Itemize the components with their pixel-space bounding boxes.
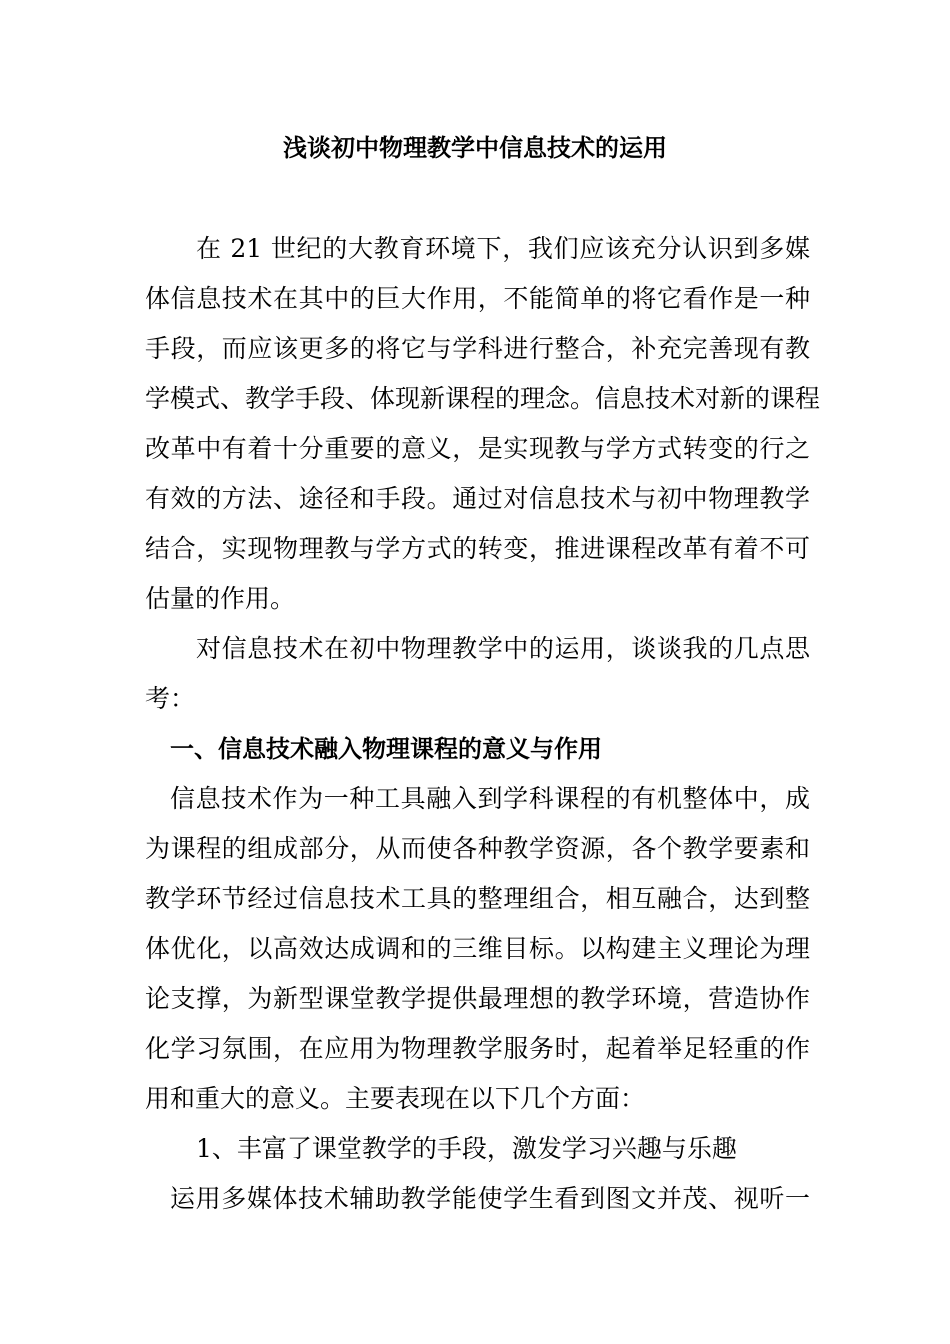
section-heading: 一、信息技术融入物理课程的意义与作用 (170, 734, 602, 763)
paragraph-line: 信息技术作为一种工具融入到学科课程的有机整体中，成 (170, 784, 810, 813)
paragraph-line: 体信息技术在其中的巨大作用，不能简单的将它看作是一种 (145, 284, 810, 313)
paragraph-line: 教学环节经过信息技术工具的整理组合，相互融合，达到整 (145, 884, 810, 913)
paragraph-line: 估量的作用。 (145, 584, 296, 613)
document-title: 浅谈初中物理教学中信息技术的运用 (283, 133, 667, 162)
paragraph-line: 在 21 世纪的大教育环境下，我们应该充分认识到多媒 (196, 234, 810, 263)
paragraph-line: 为课程的组成部分，从而使各种教学资源，各个教学要素和 (145, 834, 810, 863)
paragraph-line: 对信息技术在初中物理教学中的运用，谈谈我的几点思 (196, 634, 810, 663)
paragraph-line: 学模式、教学手段、体现新课程的理念。信息技术对新的课程 (145, 384, 821, 413)
paragraph-line: 体优化，以高效达成调和的三维目标。以构建主义理论为理 (145, 934, 810, 963)
paragraph-line: 用和重大的意义。主要表现在以下几个方面： (145, 1084, 646, 1113)
paragraph-line: 考： (145, 684, 196, 713)
paragraph-line: 改革中有着十分重要的意义，是实现教与学方式转变的行之 (145, 434, 810, 463)
paragraph-line: 论支撑，为新型课堂教学提供最理想的教学环境，营造协作 (145, 984, 810, 1013)
paragraph-line: 有效的方法、途径和手段。通过对信息技术与初中物理教学 (145, 484, 810, 513)
paragraph-line: 手段，而应该更多的将它与学科进行整合，补充完善现有教 (145, 334, 810, 363)
paragraph-line: 运用多媒体技术辅助教学能使学生看到图文并茂、视听一 (170, 1184, 810, 1213)
paragraph-line: 化学习氛围，在应用为物理教学服务时，起着举足轻重的作 (145, 1034, 810, 1063)
paragraph-line: 结合，实现物理教与学方式的转变，推进课程改革有着不可 (145, 534, 810, 563)
subheading: 1、丰富了课堂教学的手段，激发学习兴趣与乐趣 (196, 1134, 737, 1163)
